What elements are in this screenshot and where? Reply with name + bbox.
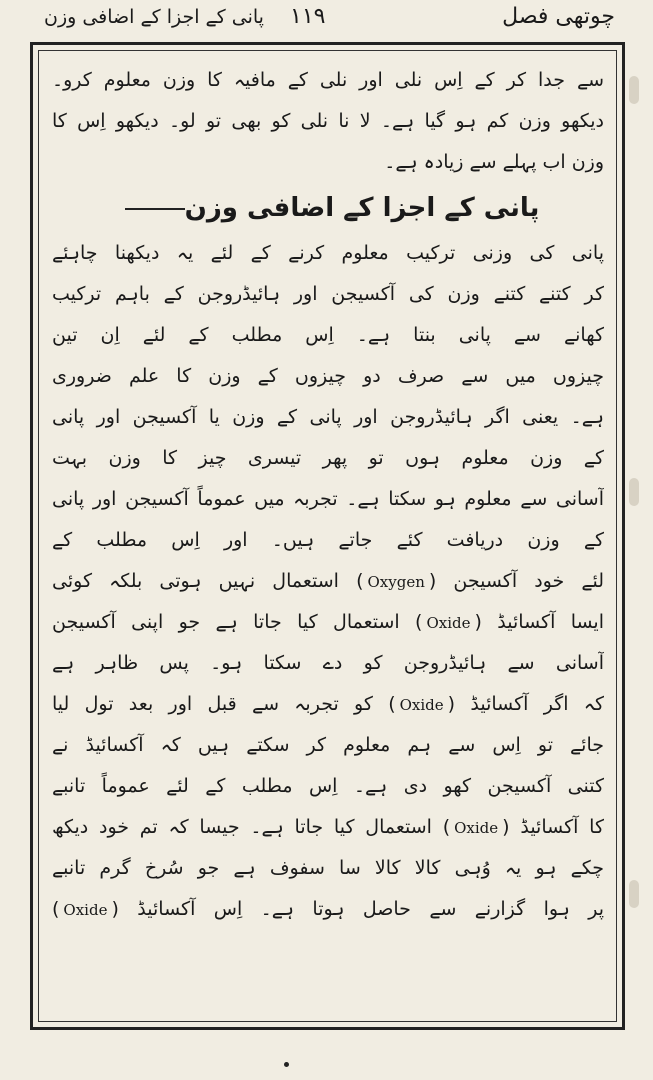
binding-hole bbox=[629, 76, 639, 104]
running-title: پانی کے اجزا کے اضافی وزن bbox=[44, 6, 264, 28]
latin-term: Oxygen bbox=[367, 573, 425, 591]
text-line: دیکھو وزن کم ہو گیا ہے۔ لا نا نلی کو بھی تو لو۔ دیکھو اِس کا bbox=[52, 110, 604, 132]
text-line: آسانی سے معلوم ہو سکتا ہے۔ تجربہ میں عموماً آکسیجن اور پانی bbox=[52, 488, 604, 510]
text-line: آسانی سے ہائیڈروجن کو دے سکتا ہو۔ پس ظاہر ہے bbox=[52, 652, 604, 674]
text-run: کا آکسائیڈ ( bbox=[502, 816, 604, 838]
body-text bbox=[52, 60, 604, 1015]
text-line bbox=[52, 684, 604, 725]
page-dot bbox=[284, 1062, 289, 1067]
text-line: کے وزن معلوم ہوں تو پھر تیسری چیز کا وزن بہت bbox=[52, 447, 604, 469]
text-line: کر کتنے کتنے وزن کی آکسیجن اور ہائیڈروجن کے باہم ترکیب bbox=[52, 283, 604, 305]
latin-term: Oxide bbox=[63, 901, 108, 919]
heading-text: پانی کے اجزا کے اضافی وزن bbox=[184, 193, 540, 223]
binding-hole bbox=[629, 478, 639, 506]
text-run: کہ اگر آکسائیڈ ( bbox=[447, 693, 604, 715]
text-line: کھانے سے پانی بنتا ہے۔ اِس مطلب کے لئے اِن تین bbox=[52, 324, 604, 346]
text-line: سے جدا کر کے اِس نلی اور نلی کے مافیہ کا وزن معلوم کرو۔ bbox=[52, 69, 604, 91]
text-line: چیزوں میں سے صرف دو چیزوں کے وزن کا علم ضروری bbox=[52, 365, 604, 387]
text-run: ) استعمال نہیں ہوتی بلکہ کوئی bbox=[52, 570, 364, 592]
text-line: چکے ہو یہ وُہی کالا کالا سا سفوف ہے جو سُرخ گرم تانبے bbox=[52, 857, 604, 879]
text-line: ہے۔ یعنی اگر ہائیڈروجن اور پانی کے وزن یا آکسیجن اور پانی bbox=[52, 406, 604, 428]
text-line bbox=[52, 889, 604, 930]
text-run: ) استعمال کیا جاتا ہے۔ جیسا کہ تم خود دیکھ bbox=[52, 816, 451, 838]
text-run: پر ہوا گزارنے سے حاصل ہوتا ہے۔ اِس آکسائیڈ ( bbox=[111, 898, 604, 920]
text-run: ) کو تجربہ سے قبل اور بعد تول لیا bbox=[52, 693, 396, 715]
text-line: کتنی آکسیجن کھو دی ہے۔ اِس مطلب کے لئے عموماً تانبے bbox=[52, 775, 604, 797]
latin-term: Oxide bbox=[454, 819, 499, 837]
text-line bbox=[52, 807, 604, 848]
latin-term: Oxide bbox=[399, 696, 444, 714]
heading-rule bbox=[125, 208, 185, 210]
text-run: ) استعمال کیا جاتا ہے جو اپنی آکسیجن bbox=[52, 611, 423, 633]
text-line: جائے تو اِس سے ہم معلوم کر سکتے ہیں کہ آکسائیڈ نے bbox=[52, 734, 604, 756]
text-line: پانی کی وزنی ترکیب معلوم کرنے کے لئے یہ دیکھنا چاہئے bbox=[52, 242, 604, 264]
text-line bbox=[52, 602, 604, 643]
latin-term: Oxide bbox=[426, 614, 471, 632]
chapter-label: چوتھی فصل bbox=[502, 4, 615, 29]
text-run: ) bbox=[52, 898, 60, 920]
text-run: ایسا آکسائیڈ ( bbox=[474, 611, 604, 633]
binding-hole bbox=[629, 880, 639, 908]
page-header bbox=[30, 4, 625, 40]
text-run: لئے خود آکسیجن ( bbox=[428, 570, 604, 592]
text-line bbox=[52, 561, 604, 602]
text-line: وزن اب پہلے سے زیادہ ہے۔ bbox=[384, 151, 604, 173]
section-heading bbox=[52, 183, 604, 233]
text-line: کے وزن دریافت کئے جاتے ہیں۔ اور اِس مطلب کے bbox=[52, 529, 604, 551]
page-number: ۱۱۹ bbox=[290, 4, 326, 29]
